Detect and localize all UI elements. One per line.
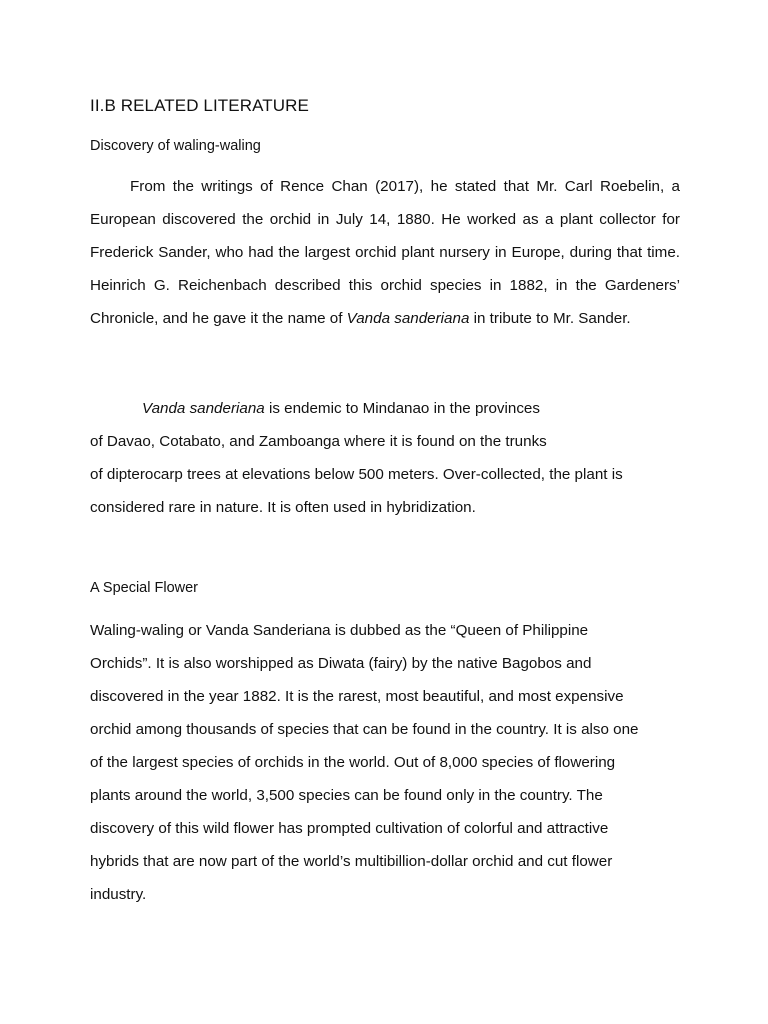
discovery-subheading: Discovery of waling-waling	[90, 138, 261, 154]
special-flower-line: plants around the world, 3,500 species can be found only in the country. The	[90, 787, 603, 804]
discovery-paragraph-1	[90, 170, 680, 335]
special-flower-line: Waling-waling or Vanda Sanderiana is dubbed as the “Queen of Philippine	[90, 622, 589, 639]
discovery-paragraph-1-part-1: From the writings of Rence Chan (2017), he stated that Mr. Carl Roebelin, a European discovered the orchid in July 14, 1880. He worked as a plant collector for Frederick Sander, who had the largest orchid plant nursery in Europe, during that time. Heinrich G. Reichenbach described this orchid species in 1882, in the Gardeners’ Chronicle, and he gave it the name of	[90, 178, 680, 327]
discovery-paragraph-1-part-2: in tribute to Mr. Sander.	[469, 310, 631, 327]
paragraph-2-line-1	[90, 392, 680, 425]
special-flower-line: Orchids”. It is also worshipped as Diwata (fairy) by the native Bagobos and	[90, 655, 592, 672]
paragraph-2-line-2: of Davao, Cotabato, and Zamboanga where it is found on the trunks	[90, 433, 547, 450]
special-flower-line: industry.	[90, 886, 147, 903]
special-flower-line: hybrids that are now part of the world’s multibillion-dollar orchid and cut flower	[90, 853, 613, 870]
section-heading: II.B RELATED LITERATURE	[90, 96, 309, 115]
special-flower-paragraph	[90, 614, 680, 911]
paragraph-2-line-4: considered rare in nature. It is often used in hybridization.	[90, 499, 476, 516]
species-name-italic: Vanda sanderiana	[142, 400, 265, 417]
special-flower-line: discovered in the year 1882. It is the rarest, most beautiful, and most expensive	[90, 688, 624, 705]
special-flower-line: discovery of this wild flower has prompted cultivation of colorful and attractive	[90, 820, 609, 837]
paragraph-2-line-1-rest: is endemic to Mindanao in the provinces	[264, 400, 540, 417]
discovery-paragraph-2	[90, 392, 680, 524]
species-name-italic: Vanda sanderiana	[346, 310, 470, 327]
special-flower-line: orchid among thousands of species that can be found in the country. It is also one	[90, 721, 639, 738]
paragraph-2-line-3: of dipterocarp trees at elevations below 500 meters. Over-collected, the plant is	[90, 466, 623, 483]
special-flower-subheading: A Special Flower	[90, 580, 198, 596]
special-flower-line: of the largest species of orchids in the world. Out of 8,000 species of flowering	[90, 754, 616, 771]
